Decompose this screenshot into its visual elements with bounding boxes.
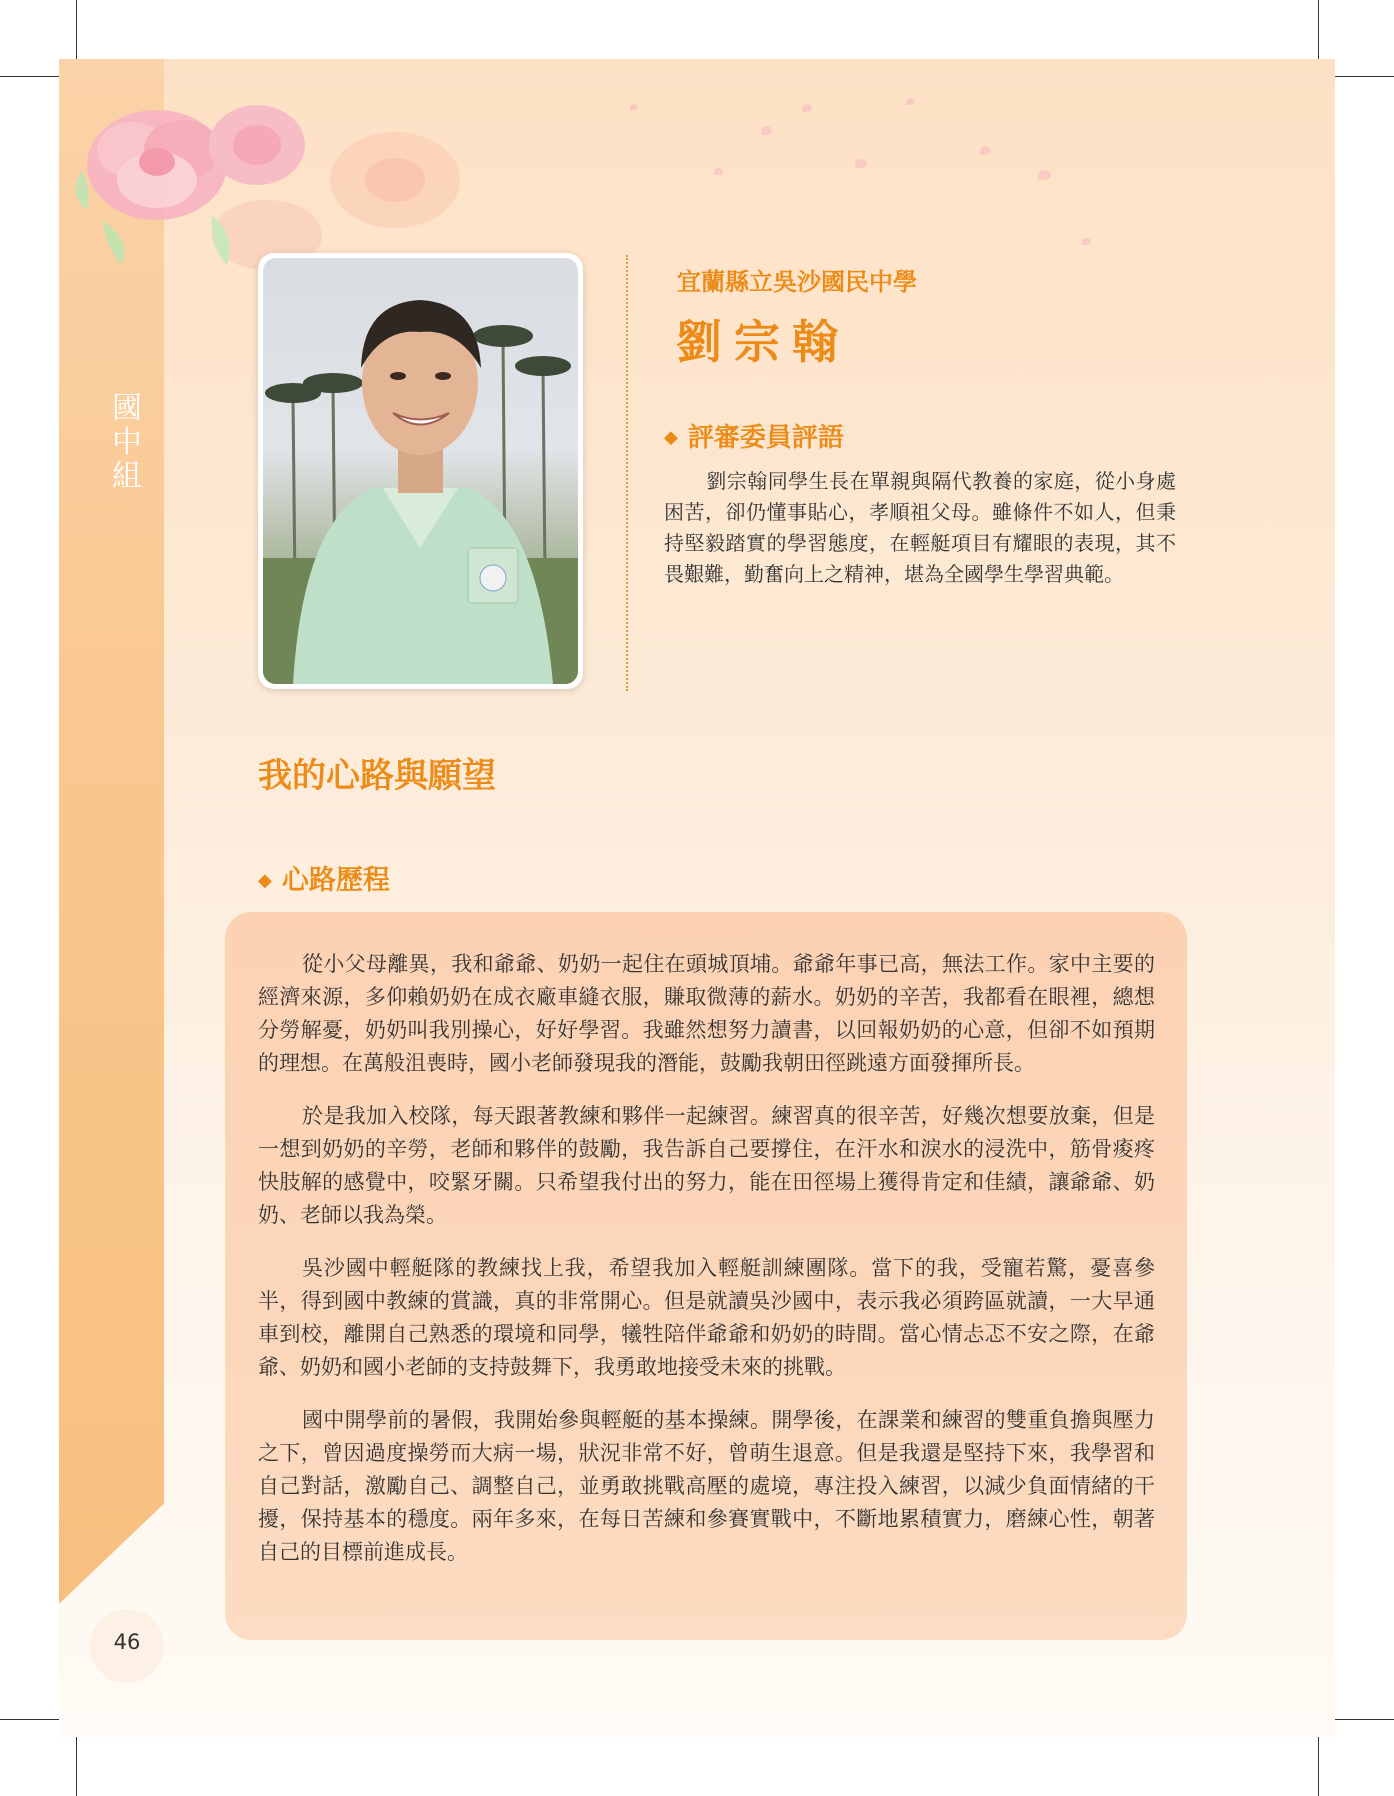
petal-icon: [1082, 238, 1091, 245]
story-text: [258, 948, 1155, 1589]
story-title: 我的心路與願望: [258, 756, 496, 796]
petal-icon: [1038, 170, 1051, 180]
school-name: 宜蘭縣立吳沙國民中學: [677, 267, 917, 296]
story-paragraph: 吳沙國中輕艇隊的教練找上我，希望我加入輕艇訓練團隊。當下的我，受寵若驚，憂喜參半，得到國中教練的賞識，真的非常開心。但是就讀吳沙國中，表示我必須跨區就讀，一大早通車到校，離開自己熟悉的環境和同學，犧牲陪伴爺爺和奶奶的時間。當心情忐忑不安之際，在爺爺、奶奶和國小老師的支持鼓舞下，我勇敢地接受未來的挑戰。: [258, 1256, 1155, 1379]
petal-icon: [855, 159, 867, 168]
story-paragraph: 於是我加入校隊，每天跟著教練和夥伴一起練習。練習真的很辛苦，好幾次想要放棄，但是一想到奶奶的辛勞，老師和夥伴的鼓勵，我告訴自己要撐住，在汗水和淚水的浸洗中，筋骨痠疼快肢解的感覺中，咬緊牙關。只希望我付出的努力，能在田徑場上獲得肯定和佳績，讓爺爺、奶奶、老師以我為榮。: [258, 1104, 1155, 1227]
petal-icon: [630, 104, 638, 110]
peony-flower-icon: [62, 70, 322, 270]
petal-icon: [761, 126, 772, 135]
student-photo-frame: [258, 253, 583, 689]
story-paragraph: 從小父母離異，我和爺爺、奶奶一起住在頭城頂埔。爺爺年事已高，無法工作。家中主要的經濟來源，多仰賴奶奶在成衣廠車縫衣服，賺取微薄的薪水。奶奶的辛苦，我都看在眼裡，總想分勞解憂，奶奶叫我別操心，好好學習。我雖然想努力讀書，以回報奶奶的心意，但卻不如預期的理想。在萬般沮喪時，國小老師發現我的潛能，鼓勵我朝田徑跳遠方面發揮所長。: [258, 952, 1155, 1075]
review-heading-text: 評審委員評語: [687, 423, 844, 453]
petal-icon: [906, 98, 915, 105]
flower-shadow-icon: [320, 120, 470, 240]
student-name: 劉宗翰: [676, 315, 850, 369]
section-label: 國 中 組: [112, 391, 142, 494]
review-body: 劉宗翰同學生長在單親與隔代教養的家庭，從小身處困苦，卻仍懂事貼心，孝順祖父母。雖條件不如人，但秉持堅毅踏實的學習態度，在輕艇項目有耀眼的表現，其不畏艱難，勤奮向上之精神，堪為全國學生學習典範。: [664, 469, 1176, 586]
sidebar-band: [59, 59, 164, 1604]
divider-dotted-line: [626, 255, 628, 691]
diamond-bullet-icon: ◆: [664, 427, 678, 448]
petal-icon: [980, 146, 991, 155]
diamond-bullet-icon: ◆: [258, 870, 272, 891]
journey-heading-text: 心路歷程: [281, 865, 390, 896]
student-portrait-image: [263, 258, 578, 684]
student-photo: [263, 258, 578, 684]
journey-heading: [258, 858, 390, 897]
review-text: [664, 466, 1176, 590]
story-paragraph: 國中開學前的暑假，我開始參與輕艇的基本操練。開學後，在課業和練習的雙重負擔與壓力之下，曾因過度操勞而大病一場，狀況非常不好，曾萌生退意。但是我還是堅持下來，我學習和自己對話，激勵自己、調整自己，並勇敢挑戰高壓的處境，專注投入練習，以減少負面情緒的干擾，保持基本的穩度。兩年多來，在每日苦練和參賽實戰中，不斷地累積實力，磨練心性，朝著自己的目標前進成長。: [258, 1408, 1155, 1564]
page-number: 46: [113, 1630, 141, 1654]
petal-icon: [802, 104, 812, 112]
review-heading: [664, 417, 844, 454]
petal-icon: [714, 168, 723, 175]
